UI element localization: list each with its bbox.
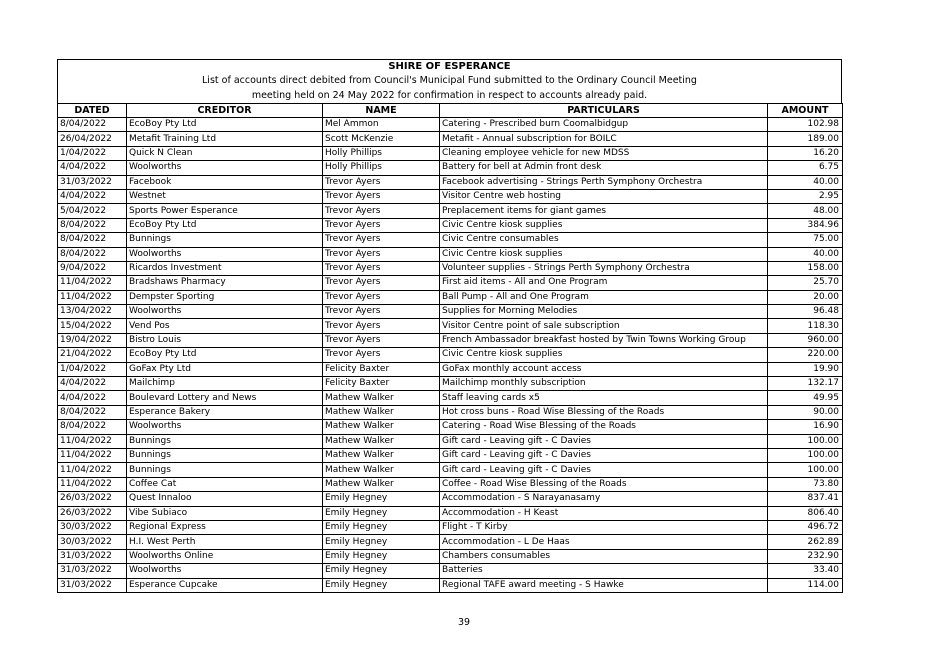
cell-dated: 26/03/2022 bbox=[58, 492, 127, 506]
cell-particulars: Batteries bbox=[440, 564, 768, 578]
cell-amount: 806.40 bbox=[768, 506, 843, 520]
cell-particulars: GoFax monthly account access bbox=[440, 362, 768, 376]
cell-dated: 11/04/2022 bbox=[58, 276, 127, 290]
cell-name: Trevor Ayers bbox=[323, 233, 440, 247]
cell-particulars: Preplacement items for giant games bbox=[440, 204, 768, 218]
cell-amount: 49.95 bbox=[768, 391, 843, 405]
table-row bbox=[58, 492, 843, 506]
cell-creditor: Mailchimp bbox=[127, 377, 323, 391]
table-row bbox=[58, 146, 843, 160]
cell-amount: 496.72 bbox=[768, 520, 843, 534]
cell-creditor: Westnet bbox=[127, 189, 323, 203]
cell-amount: 2.95 bbox=[768, 189, 843, 203]
cell-particulars: Regional TAFE award meeting - S Hawke bbox=[440, 578, 768, 592]
cell-amount: 100.00 bbox=[768, 448, 843, 462]
report-title: SHIRE OF ESPERANCE bbox=[388, 61, 511, 72]
cell-name: Trevor Ayers bbox=[323, 333, 440, 347]
cell-particulars: Gift card - Leaving gift - C Davies bbox=[440, 463, 768, 477]
cell-amount: 118.30 bbox=[768, 319, 843, 333]
cell-particulars: Gift card - Leaving gift - C Davies bbox=[440, 448, 768, 462]
cell-name: Mathew Walker bbox=[323, 477, 440, 491]
cell-dated: 4/04/2022 bbox=[58, 161, 127, 175]
cell-amount: 100.00 bbox=[768, 434, 843, 448]
cell-dated: 15/04/2022 bbox=[58, 319, 127, 333]
cell-creditor: Woolworths bbox=[127, 247, 323, 261]
cell-name: Emily Hegney bbox=[323, 535, 440, 549]
table-row bbox=[58, 348, 843, 362]
cell-amount: 100.00 bbox=[768, 463, 843, 477]
cell-name: Trevor Ayers bbox=[323, 204, 440, 218]
cell-particulars: Supplies for Morning Melodies bbox=[440, 305, 768, 319]
cell-name: Trevor Ayers bbox=[323, 218, 440, 232]
cell-amount: 114.00 bbox=[768, 578, 843, 592]
cell-name: Mathew Walker bbox=[323, 405, 440, 419]
cell-amount: 384.96 bbox=[768, 218, 843, 232]
cell-amount: 262.89 bbox=[768, 535, 843, 549]
cell-amount: 73.80 bbox=[768, 477, 843, 491]
cell-creditor: Bistro Louis bbox=[127, 333, 323, 347]
cell-creditor: Esperance Bakery bbox=[127, 405, 323, 419]
cell-creditor: H.I. West Perth bbox=[127, 535, 323, 549]
cell-name: Scott McKenzie bbox=[323, 132, 440, 146]
cell-creditor: EcoBoy Pty Ltd bbox=[127, 218, 323, 232]
cell-creditor: Woolworths bbox=[127, 161, 323, 175]
column-header-creditor: CREDITOR bbox=[127, 104, 323, 118]
cell-creditor: Quick N Clean bbox=[127, 146, 323, 160]
cell-dated: 8/04/2022 bbox=[58, 420, 127, 434]
cell-particulars: Hot cross buns - Road Wise Blessing of the Roads bbox=[440, 405, 768, 419]
cell-particulars: Civic Centre consumables bbox=[440, 233, 768, 247]
cell-particulars: Mailchimp monthly subscription bbox=[440, 377, 768, 391]
cell-creditor: Bunnings bbox=[127, 463, 323, 477]
cell-name: Emily Hegney bbox=[323, 506, 440, 520]
cell-amount: 232.90 bbox=[768, 549, 843, 563]
cell-name: Emily Hegney bbox=[323, 564, 440, 578]
cell-creditor: Bunnings bbox=[127, 448, 323, 462]
cell-particulars: Visitor Centre point of sale subscription bbox=[440, 319, 768, 333]
cell-amount: 20.00 bbox=[768, 290, 843, 304]
column-header-particulars: PARTICULARS bbox=[440, 104, 768, 118]
table-row bbox=[58, 175, 843, 189]
cell-name: Felicity Baxter bbox=[323, 362, 440, 376]
cell-dated: 4/04/2022 bbox=[58, 377, 127, 391]
cell-name: Mel Ammon bbox=[323, 118, 440, 132]
cell-particulars: First aid items - All and One Program bbox=[440, 276, 768, 290]
cell-name: Mathew Walker bbox=[323, 434, 440, 448]
report-header bbox=[57, 59, 842, 103]
column-header-amount: AMOUNT bbox=[768, 104, 843, 118]
cell-amount: 40.00 bbox=[768, 247, 843, 261]
cell-dated: 5/04/2022 bbox=[58, 204, 127, 218]
cell-particulars: Coffee - Road Wise Blessing of the Roads bbox=[440, 477, 768, 491]
cell-particulars: Metafit - Annual subscription for BOILC bbox=[440, 132, 768, 146]
table-row bbox=[58, 434, 843, 448]
cell-amount: 189.00 bbox=[768, 132, 843, 146]
cell-amount: 33.40 bbox=[768, 564, 843, 578]
page-number: 39 bbox=[457, 617, 471, 628]
column-header-dated: DATED bbox=[58, 104, 127, 118]
cell-creditor: GoFax Pty Ltd bbox=[127, 362, 323, 376]
cell-particulars: French Ambassador breakfast hosted by Twin Towns Working Group bbox=[440, 333, 768, 347]
cell-creditor: Bunnings bbox=[127, 434, 323, 448]
table-row bbox=[58, 420, 843, 434]
cell-particulars: Catering - Prescribed burn Coomalbidgup bbox=[440, 118, 768, 132]
cell-creditor: Woolworths bbox=[127, 305, 323, 319]
cell-dated: 31/03/2022 bbox=[58, 564, 127, 578]
cell-dated: 21/04/2022 bbox=[58, 348, 127, 362]
cell-name: Trevor Ayers bbox=[323, 290, 440, 304]
cell-amount: 25.70 bbox=[768, 276, 843, 290]
cell-particulars: Accommodation - S Narayanasamy bbox=[440, 492, 768, 506]
cell-creditor: EcoBoy Pty Ltd bbox=[127, 118, 323, 132]
cell-creditor: Facebook bbox=[127, 175, 323, 189]
table-row bbox=[58, 276, 843, 290]
table-row bbox=[58, 204, 843, 218]
cell-name: Emily Hegney bbox=[323, 578, 440, 592]
report-subtitle-line-1: List of accounts direct debited from Council's Municipal Fund submitted to the Ordinary Council Meeting bbox=[202, 75, 697, 86]
cell-name: Mathew Walker bbox=[323, 448, 440, 462]
cell-dated: 11/04/2022 bbox=[58, 434, 127, 448]
cell-creditor: Vibe Subiaco bbox=[127, 506, 323, 520]
cell-particulars: Visitor Centre web hosting bbox=[440, 189, 768, 203]
cell-amount: 16.20 bbox=[768, 146, 843, 160]
cell-dated: 11/04/2022 bbox=[58, 463, 127, 477]
cell-particulars: Flight - T Kirby bbox=[440, 520, 768, 534]
cell-particulars: Accommodation - L De Haas bbox=[440, 535, 768, 549]
cell-dated: 31/03/2022 bbox=[58, 549, 127, 563]
cell-dated: 8/04/2022 bbox=[58, 218, 127, 232]
cell-creditor: Vend Pos bbox=[127, 319, 323, 333]
cell-particulars: Gift card - Leaving gift - C Davies bbox=[440, 434, 768, 448]
table-row bbox=[58, 218, 843, 232]
cell-dated: 31/03/2022 bbox=[58, 578, 127, 592]
table-row bbox=[58, 290, 843, 304]
table-body bbox=[58, 118, 843, 593]
cell-name: Trevor Ayers bbox=[323, 348, 440, 362]
cell-particulars: Staff leaving cards x5 bbox=[440, 391, 768, 405]
cell-creditor: Metafit Training Ltd bbox=[127, 132, 323, 146]
cell-creditor: Regional Express bbox=[127, 520, 323, 534]
cell-name: Mathew Walker bbox=[323, 391, 440, 405]
table-row bbox=[58, 520, 843, 534]
cell-dated: 11/04/2022 bbox=[58, 477, 127, 491]
cell-dated: 1/04/2022 bbox=[58, 146, 127, 160]
cell-dated: 9/04/2022 bbox=[58, 261, 127, 275]
cell-amount: 48.00 bbox=[768, 204, 843, 218]
cell-creditor: Sports Power Esperance bbox=[127, 204, 323, 218]
cell-particulars: Volunteer supplies - Strings Perth Symphony Orchestra bbox=[440, 261, 768, 275]
cell-creditor: EcoBoy Pty Ltd bbox=[127, 348, 323, 362]
table-row bbox=[58, 535, 843, 549]
table-row bbox=[58, 118, 843, 132]
cell-creditor: Esperance Cupcake bbox=[127, 578, 323, 592]
cell-dated: 31/03/2022 bbox=[58, 175, 127, 189]
table-row bbox=[58, 319, 843, 333]
table-row bbox=[58, 132, 843, 146]
cell-amount: 158.00 bbox=[768, 261, 843, 275]
cell-creditor: Ricardos Investment bbox=[127, 261, 323, 275]
cell-creditor: Bradshaws Pharmacy bbox=[127, 276, 323, 290]
cell-name: Trevor Ayers bbox=[323, 189, 440, 203]
cell-amount: 837.41 bbox=[768, 492, 843, 506]
cell-name: Trevor Ayers bbox=[323, 261, 440, 275]
cell-dated: 30/03/2022 bbox=[58, 535, 127, 549]
table-row bbox=[58, 405, 843, 419]
table-row bbox=[58, 549, 843, 563]
table-row bbox=[58, 233, 843, 247]
cell-name: Trevor Ayers bbox=[323, 319, 440, 333]
cell-creditor: Bunnings bbox=[127, 233, 323, 247]
cell-creditor: Boulevard Lottery and News bbox=[127, 391, 323, 405]
cell-creditor: Coffee Cat bbox=[127, 477, 323, 491]
cell-name: Emily Hegney bbox=[323, 520, 440, 534]
cell-name: Trevor Ayers bbox=[323, 175, 440, 189]
cell-name: Mathew Walker bbox=[323, 463, 440, 477]
cell-dated: 19/04/2022 bbox=[58, 333, 127, 347]
cell-name: Felicity Baxter bbox=[323, 377, 440, 391]
cell-creditor: Quest Innaloo bbox=[127, 492, 323, 506]
cell-dated: 1/04/2022 bbox=[58, 362, 127, 376]
cell-dated: 8/04/2022 bbox=[58, 247, 127, 261]
cell-dated: 8/04/2022 bbox=[58, 405, 127, 419]
cell-amount: 102.98 bbox=[768, 118, 843, 132]
cell-amount: 220.00 bbox=[768, 348, 843, 362]
table-row bbox=[58, 189, 843, 203]
table-row bbox=[58, 578, 843, 592]
cell-dated: 26/04/2022 bbox=[58, 132, 127, 146]
table-row bbox=[58, 305, 843, 319]
cell-particulars: Facebook advertising - Strings Perth Symphony Orchestra bbox=[440, 175, 768, 189]
accounts-table bbox=[57, 103, 843, 593]
cell-name: Mathew Walker bbox=[323, 420, 440, 434]
cell-name: Trevor Ayers bbox=[323, 276, 440, 290]
cell-particulars: Catering - Road Wise Blessing of the Roads bbox=[440, 420, 768, 434]
table-row bbox=[58, 391, 843, 405]
cell-amount: 960.00 bbox=[768, 333, 843, 347]
cell-amount: 96.48 bbox=[768, 305, 843, 319]
table-row bbox=[58, 448, 843, 462]
cell-dated: 8/04/2022 bbox=[58, 118, 127, 132]
cell-creditor: Woolworths bbox=[127, 564, 323, 578]
cell-amount: 16.90 bbox=[768, 420, 843, 434]
cell-name: Holly Phillips bbox=[323, 146, 440, 160]
cell-amount: 6.75 bbox=[768, 161, 843, 175]
table-row bbox=[58, 477, 843, 491]
cell-name: Trevor Ayers bbox=[323, 247, 440, 261]
cell-dated: 8/04/2022 bbox=[58, 233, 127, 247]
cell-amount: 75.00 bbox=[768, 233, 843, 247]
cell-particulars: Civic Centre kiosk supplies bbox=[440, 247, 768, 261]
cell-particulars: Accommodation - H Keast bbox=[440, 506, 768, 520]
table-row bbox=[58, 247, 843, 261]
cell-dated: 4/04/2022 bbox=[58, 189, 127, 203]
table-row bbox=[58, 564, 843, 578]
cell-name: Holly Phillips bbox=[323, 161, 440, 175]
cell-particulars: Cleaning employee vehicle for new MDSS bbox=[440, 146, 768, 160]
cell-amount: 19.90 bbox=[768, 362, 843, 376]
cell-name: Emily Hegney bbox=[323, 492, 440, 506]
cell-particulars: Battery for bell at Admin front desk bbox=[440, 161, 768, 175]
table-row bbox=[58, 362, 843, 376]
table-row bbox=[58, 377, 843, 391]
cell-creditor: Dempster Sporting bbox=[127, 290, 323, 304]
cell-particulars: Chambers consumables bbox=[440, 549, 768, 563]
cell-dated: 11/04/2022 bbox=[58, 448, 127, 462]
cell-name: Trevor Ayers bbox=[323, 305, 440, 319]
cell-particulars: Civic Centre kiosk supplies bbox=[440, 218, 768, 232]
accounts-sheet bbox=[57, 59, 842, 593]
table-row bbox=[58, 261, 843, 275]
cell-amount: 40.00 bbox=[768, 175, 843, 189]
cell-dated: 30/03/2022 bbox=[58, 520, 127, 534]
cell-particulars: Ball Pump - All and One Program bbox=[440, 290, 768, 304]
cell-particulars: Civic Centre kiosk supplies bbox=[440, 348, 768, 362]
cell-name: Emily Hegney bbox=[323, 549, 440, 563]
table-row bbox=[58, 161, 843, 175]
cell-dated: 26/03/2022 bbox=[58, 506, 127, 520]
cell-creditor: Woolworths bbox=[127, 420, 323, 434]
column-header-name: NAME bbox=[323, 104, 440, 118]
cell-dated: 13/04/2022 bbox=[58, 305, 127, 319]
table-row bbox=[58, 506, 843, 520]
cell-creditor: Woolworths Online bbox=[127, 549, 323, 563]
cell-dated: 11/04/2022 bbox=[58, 290, 127, 304]
table-header-row bbox=[58, 104, 843, 118]
cell-dated: 4/04/2022 bbox=[58, 391, 127, 405]
report-subtitle-line-2: meeting held on 24 May 2022 for confirmation in respect to accounts already paid. bbox=[251, 90, 648, 101]
cell-amount: 90.00 bbox=[768, 405, 843, 419]
table-row bbox=[58, 333, 843, 347]
cell-amount: 132.17 bbox=[768, 377, 843, 391]
table-row bbox=[58, 463, 843, 477]
